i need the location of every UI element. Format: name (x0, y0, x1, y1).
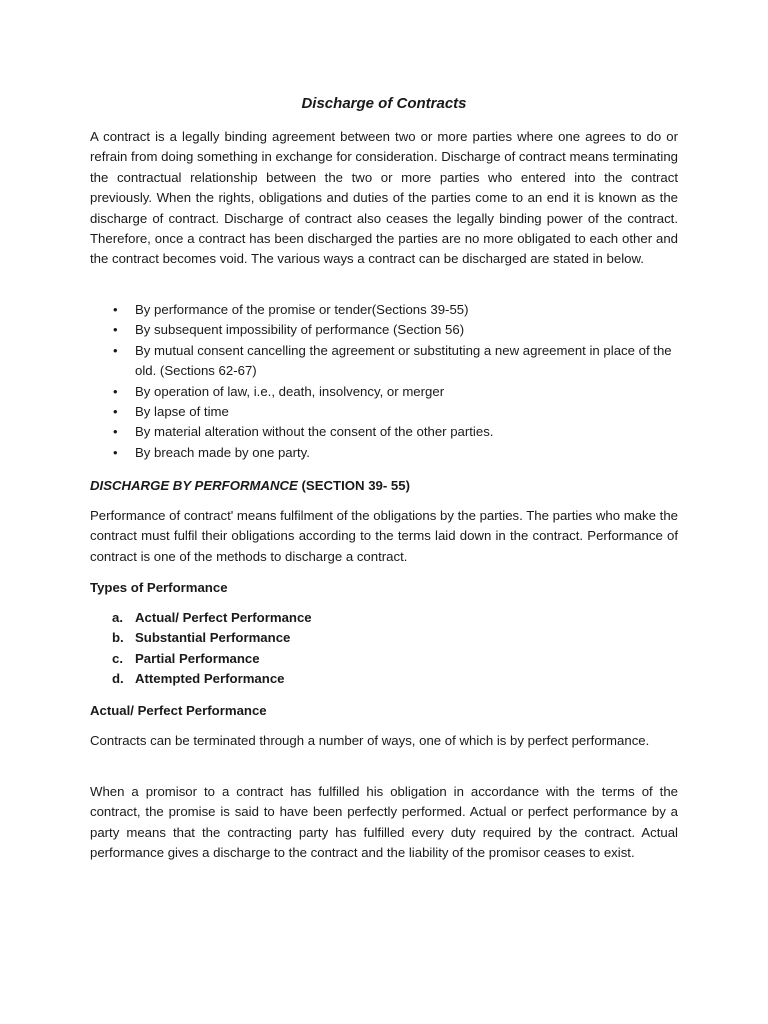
bullet-icon: • (113, 404, 118, 420)
ways-paragraph: Contracts can be terminated through a number of ways, one of which is by perfect performance. (90, 733, 650, 748)
list-item: d. Attempted Performance (112, 671, 285, 687)
bullet-icon: • (113, 383, 118, 399)
bullet-icon: • (113, 444, 118, 460)
list-item: • By performance of the promise or tender(Sections 39-55) (90, 300, 678, 320)
list-item: a. Actual/ Perfect Performance (112, 610, 312, 625)
bullet-icon: • (113, 322, 118, 338)
document-title: Discharge of Contracts (301, 95, 467, 112)
list-item: • By operation of law, i.e., death, insolvency, or merger (90, 382, 678, 402)
actual-performance-heading: Actual/ Perfect Performance (90, 703, 267, 718)
promisor-paragraph: When a promisor to a contract has fulfilled his obligation in accordance with the terms of the contract, the promise is said to have been perfectly performed. Actual or perfect performance by a party means that the contracting party has fulfilled every duty required by the contract. Actual performance gives a discharge to the contract and the liability of the promisor ceases to exist. (90, 784, 678, 861)
list-item: c. Partial Performance (112, 650, 260, 666)
bullet-icon: • (113, 424, 118, 440)
performance-paragraph: Performance of contract' means fulfilment of the obligations by the parties. The parties who make the contract must fulfil their obligations according to the terms laid down in the contract. Performance of contract is one of the methods to discharge a contract. (90, 508, 678, 564)
discharge-methods-list (90, 300, 678, 463)
list-item: • By lapse of time (90, 402, 678, 422)
types-heading: Types of Performance (90, 580, 228, 595)
intro-paragraph: A contract is a legally binding agreement between two or more parties where one agrees to do or refrain from doing something in exchange for consideration. Discharge of contract means terminating the contractual relationship between the two or more parties who entered into the contract previously. When the rights, obligations and duties of the parties come to an end it is known as the discharge of contract. Discharge of contract also ceases the legally binding power of the contract. Therefore, once a contract has been discharged the parties are no more obligated to each other and the contract becomes void. The various ways a contract can be discharged are stated in below. (90, 129, 678, 267)
list-item: b. Substantial Performance (112, 630, 291, 646)
bullet-icon: • (113, 302, 118, 317)
list-item: • By breach made by one party. (90, 443, 678, 463)
bullet-icon: • (113, 342, 118, 358)
types-of-performance-list (90, 608, 678, 690)
list-item: • By material alteration without the consent of the other parties. (90, 422, 678, 442)
section-heading-performance: DISCHARGE BY PERFORMANCE (SECTION 39- 55) (90, 478, 410, 493)
list-item: • By subsequent impossibility of performance (Section 56) (90, 320, 678, 340)
list-item: • By mutual consent cancelling the agreement or substituting a new agreement in place of the old. (Sections 62-67) (113, 342, 672, 379)
